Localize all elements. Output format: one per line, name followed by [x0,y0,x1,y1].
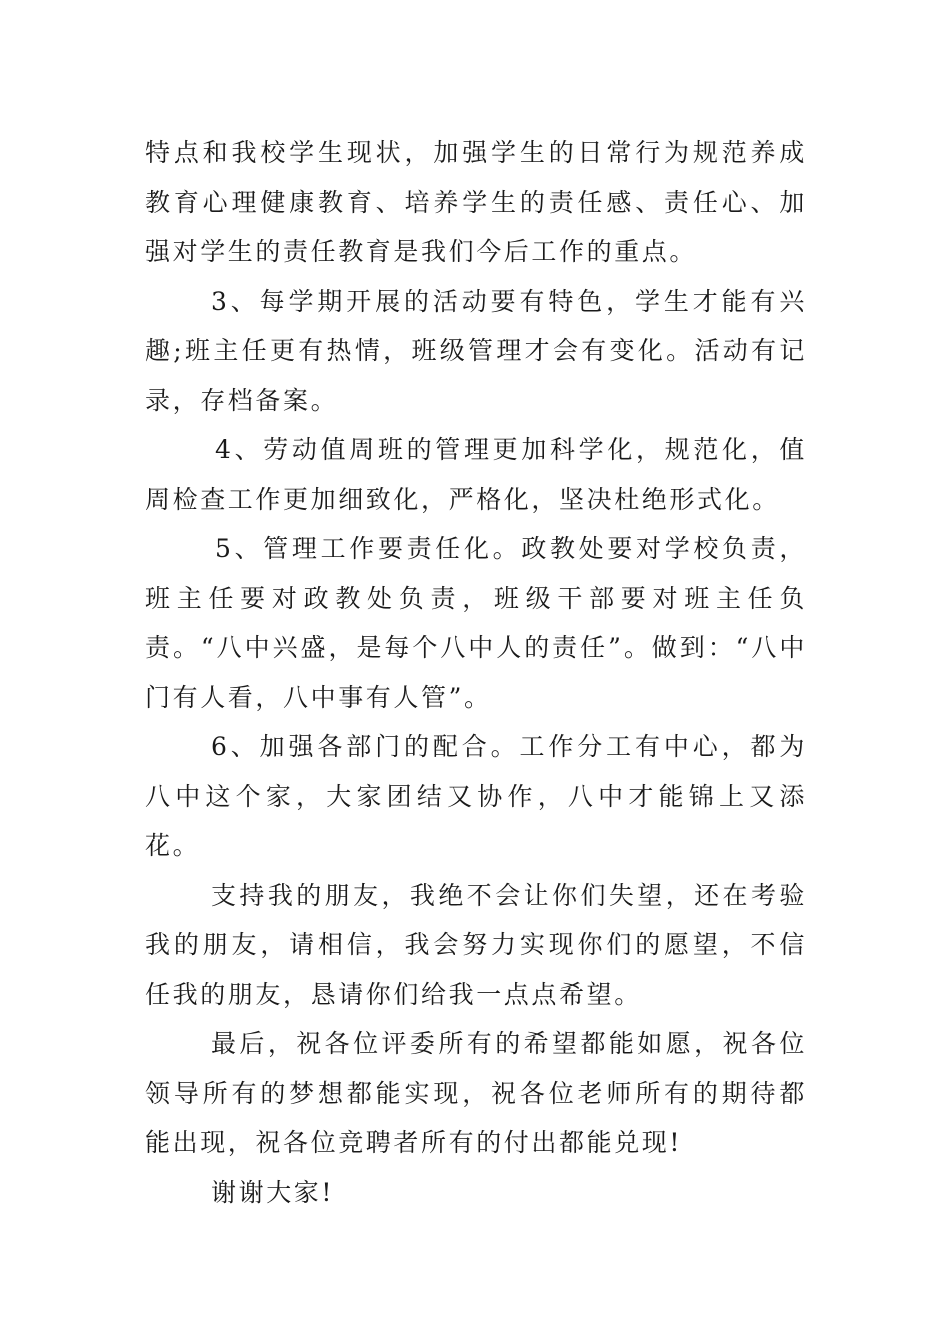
paragraph-thanks: 谢谢大家! [211,1177,335,1207]
paragraph-closing-wishes: 最后，祝各位评委所有的希望都能如愿，祝各位领导所有的梦想都能实现，祝各位老师所有的期待都能出现，祝各位竞聘者所有的付出都能兑现! [145,1029,807,1157]
paragraph-item-3: 3、每学期开展的活动要有特色，学生才能有兴趣;班主任更有热情，班级管理才会有变化。活动有记录，存档备案。 [145,286,807,415]
paragraph-support: 支持我的朋友，我绝不会让你们失望，还在考验我的朋友，请相信，我会努力实现你们的愿望，不信任我的朋友，恳请你们给我一点点希望。 [145,880,807,1009]
paragraph-item-6: 6、加强各部门的配合。工作分工有中心，都为八中这个家，大家团结又协作，八中才能锦上又添花。 [145,732,807,860]
document-body [145,128,807,1217]
paragraph-item-5: 5、管理工作要责任化。政教处要对学校负责，班主任要对政教处负责，班级干部要对班主任负责。“八中兴盛，是每个八中人的责任”。做到：“八中门有人看，八中事有人管”。 [145,534,807,712]
paragraph-continuation: 特点和我校学生现状，加强学生的日常行为规范养成教育心理健康教育、培养学生的责任感、责任心、加强对学生的责任教育是我们今后工作的重点。 [145,138,807,266]
paragraph-item-4: 4、劳动值周班的管理更加科学化，规范化，值周检查工作更加细致化，严格化，坚决杜绝形式化。 [145,435,807,514]
